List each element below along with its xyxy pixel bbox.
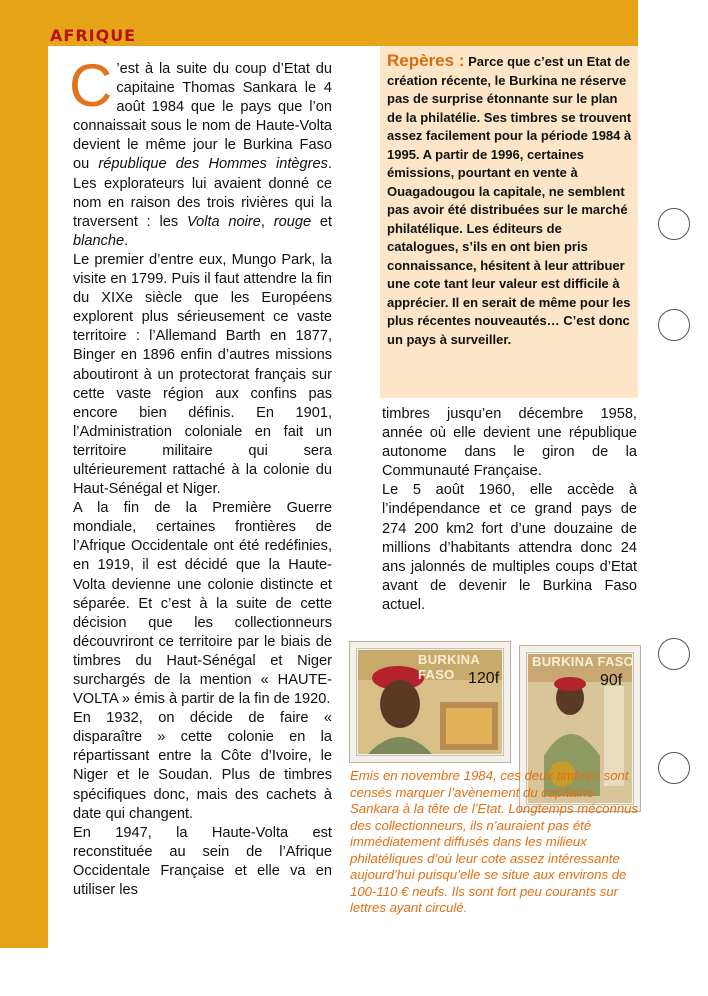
- stamp-sankara-portrait: [349, 641, 511, 763]
- paragraph-1932: En 1932, on décide de faire « disparaître » cette colonie en la répartissant entre la Côte d’Ivoire, le Niger et le Soudan. Plus de timbres spécifiques donc, mais des cachets à date qui changent.: [73, 710, 332, 822]
- reperes-text: Repères : Parce que c’est un Etat de création récente, le Burkina ne réserve pas de surprise étonnante sur le plan de la philatélie. Ses timbres se trouvent assez facilement pour la période 1984 à 1995. A partir de 1996, certaines émissions, pourtant en vente à Ouagadougou la capitale, ne semblent pas avoir été distribuées sur le marché philatélique. Les éditeurs de catalogues, s’ils en ont bien pris connaissance, hésitent à leur attribuer une cote tant leur valeur est difficile à apprécier. Il en serait de même pour les plus récentes nouveautés… C’est donc un pays à surveiller.: [387, 51, 632, 347]
- binder-hole: [658, 638, 690, 670]
- section-title: AFRIQUE: [50, 26, 137, 45]
- drop-cap: C: [69, 52, 113, 119]
- paragraph-1947: En 1947, la Haute-Volta est reconstituée au sein de l’Afrique Occidentale Française et elle va en utiliser les: [73, 824, 332, 899]
- reperes-heading: Repères :: [387, 51, 465, 70]
- binder-hole: [658, 208, 690, 240]
- stamp-country-label: BURKINA FASO: [418, 652, 480, 682]
- paragraph-independence: Le 5 août 1960, elle accède à l’indépendance et ce grand pays de 274 200 km2 fort d’une douzaine de millions d’habitants attendra donc 24 ans jalonnés de multiples coups d’Etat avant de devenir le Burkina Faso actuel.: [382, 482, 637, 613]
- paragraph-1947-continued: timbres jusqu’en décembre 1958, année où elle devient une république autonome dans le giron de la Communauté Française.: [382, 406, 637, 480]
- binder-hole: [658, 752, 690, 784]
- paragraph-colony: A la fin de la Première Guerre mondiale, certaines frontières de l’Afrique Occidentale ont été redéfinies, en 1919, il est décidé que la Haute-Volta devienne une colonie distincte et séparée. Et c’est à la suite de cette décision que les collectionneurs découvriront ce territoire par le biais de timbres du Haut-Sénégal et Niger surchargés de la mention « HAUTE-VOLTA » émis à partir de la fin de 1920.: [73, 500, 332, 708]
- paragraph-explorers: Le premier d’entre eux, Mungo Park, la visite en 1799. Puis il faut attendre la fin du XIXe siècle que les Européens explorent plus sérieusement ce vaste territoire : l’Allemand Barth en 1877, Binger en 1896 enfin d’autres missions aboutiront à un protectorat français sur cette vaste région aux confins pas encore bien définis. En 1901, l’Administration coloniale en fait un territoire militaire qui sera ultérieurement rattaché à la colonie du Haut-Sénégal et Niger.: [73, 251, 332, 498]
- stamp-value-label: 120f: [468, 670, 500, 687]
- stamp-country-label: BURKINA FASO: [532, 654, 635, 669]
- article-left-column: [69, 52, 333, 900]
- article-right-column: [382, 405, 637, 615]
- stamps-caption: Emis en novembre 1984, ces deux timbres sont censés marquer l’avènement du capitaine Sankara à la tête de l’Etat. Longtemps méconnus des collectionneurs, ils n’auraient pas été immédiatement diffusés dans les milieux philatéliques d’où leur cote assez intéressante aujourd’hui puisqu’elle se situe aux environs de 100-110 € neufs. Ils sont fort peu courants sur lettres ayant circulé.: [350, 768, 639, 915]
- paragraph-intro: C ’est à la suite du coup d’Etat du capitaine Thomas Sankara le 4 août 1984 que le pays que l’on connaissait sous le nom de Haute-Volta devient le même jour le Burkina Faso ou république des Hommes intègres. Les explorateurs lui avaient donné ce nom en raison des trois rivières qui la traversent : les Volta noire, rouge et blanche.: [69, 52, 333, 249]
- stamp-value-label: 90f: [600, 672, 623, 689]
- binder-hole: [658, 309, 690, 341]
